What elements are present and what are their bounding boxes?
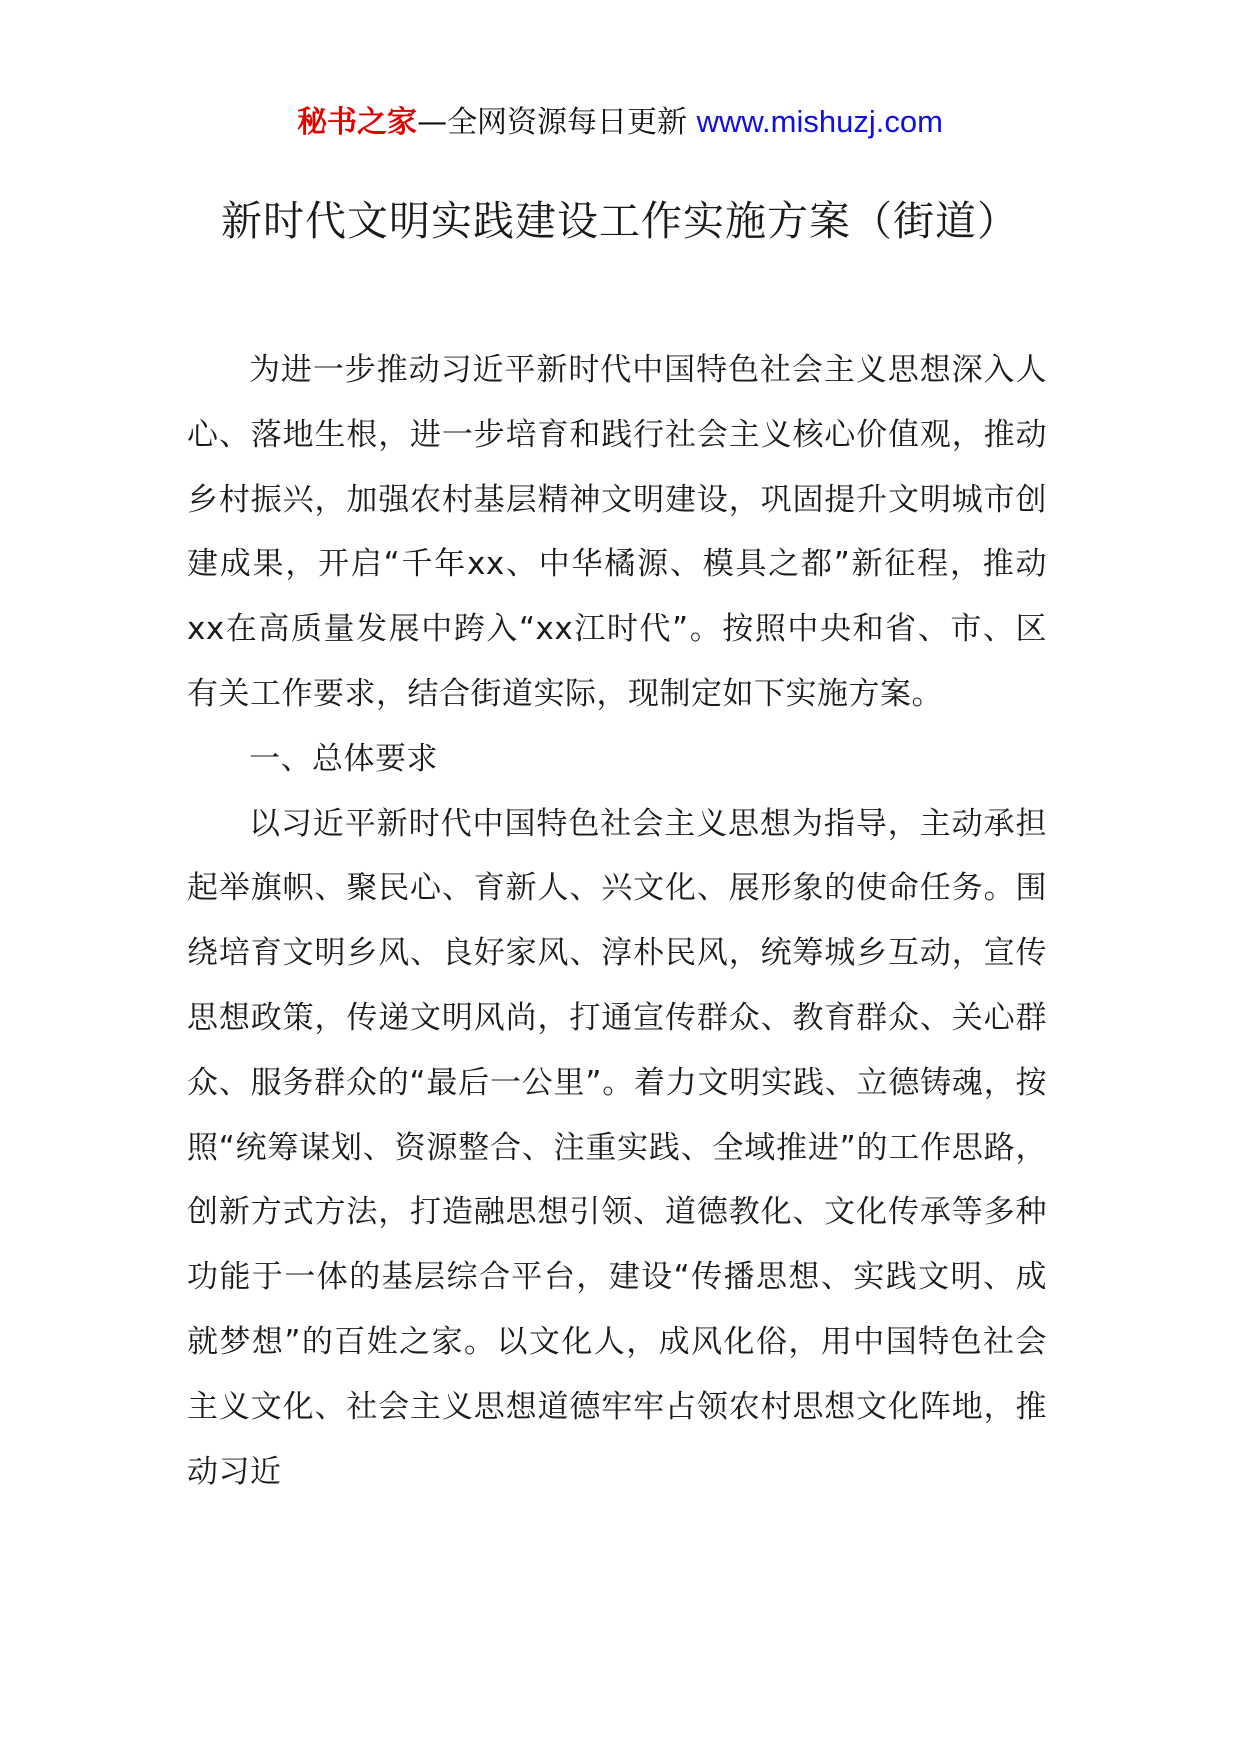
header-tagline: —全网资源每日更新 [417,105,688,140]
document-title: 新时代文明实践建设工作实施方案（街道） [221,197,1019,245]
site-url-link[interactable]: www.mishuzj.com [696,104,943,139]
section-heading: 一、总体要求 [249,740,438,777]
intro-paragraph: 为进一步推动习近平新时代中国特色社会主义思想深入人心、落地生根，进一步培育和践行社会主义核心价值观，推动乡村振兴，加强农村基层精神文明建设，巩固提升文明城市创建成果，开启“千年xx、中华橘源、模具之都”新征程，推动xx在高质量发展中跨入“xx江时代”。按照中央和省、市、区有关工作要求，结合街道实际，现制定如下实施方案。 [187,352,1047,712]
section-paragraph: 以习近平新时代中国特色社会主义思想为指导，主动承担起举旗帜、聚民心、育新人、兴文化、展形象的使命任务。围绕培育文明乡风、良好家风、淳朴民风，统筹城乡互动，宣传思想政策，传递文明风尚，打通宣传群众、教育群众、关心群众、服务群众的“最后一公里”。着力文明实践、立德铸魂，按照“统筹谋划、资源整合、注重实践、全域推进”的工作思路，创新方式方法，打造融思想引领、道德教化、文化传承等多种功能于一体的基层综合平台，建设“传播思想、实践文明、成就梦想”的百姓之家。以文化人，成风化俗，用中国特色社会主义文化、社会主义思想道德牢牢占领农村思想文化阵地，推动习近 [187,805,1047,1490]
header-banner [0,100,1240,145]
document-body [187,338,1047,1504]
brand-name: 秘书之家 [297,105,418,140]
